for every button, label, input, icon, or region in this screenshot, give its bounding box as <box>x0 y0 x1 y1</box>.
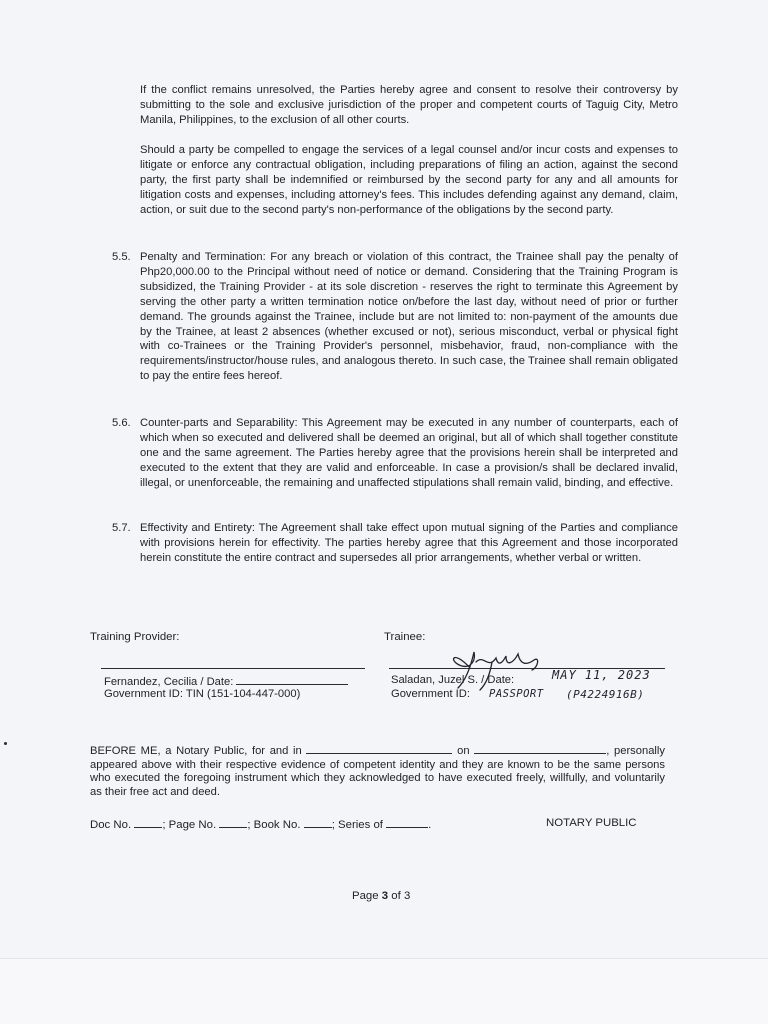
notary-date-blank <box>474 743 606 754</box>
legal-costs-paragraph: Should a party be compelled to engage the services of a legal counsel and/or incur costs and expenses to litigate or enforce any contractual obligation, including preparations of filing an action, against the second party, the first party shall be indemnified or reimbursed by the second party for any and all amounts for litigation costs and expenses, including attorney's fees. This includes defending against any demand, claim, action, or suit due to the second party's non-performance of the obligations by the second party. <box>140 144 678 216</box>
trainee-name: Saladan, Juzel S. / Date: <box>391 674 515 686</box>
clause-5-6 <box>112 416 678 491</box>
notary-public-label: NOTARY PUBLIC <box>546 817 637 829</box>
scan-speck <box>4 742 7 745</box>
handwritten-id-type: PASSPORT <box>489 688 544 700</box>
clause-number: 5.5. <box>112 251 131 263</box>
clause-5-7 <box>112 521 678 566</box>
clause-text: Effectivity and Entirety: The Agreement shall take effect upon mutual signing of the Parties and compliance with provisions herein for effectivity. The parties hereby agree that this Agreement and those incorporated herein constitute the entire contract and supersedes all prior arrangements, whether verbal or written. <box>140 522 678 564</box>
scan-bottom-edge <box>0 958 768 1024</box>
clause-number: 5.7. <box>112 522 131 534</box>
clause-text: Penalty and Termination: For any breach or violation of this contract, the Trainee shall pay the penalty of Php20,000.00 to the Principal without need of notice or demand. Considering that the Training Program is subsidized, the Training Provider - at its sole discretion - reserves the right to terminate this Agreement by serving the other party a written termination notice on/before the last day, without need of prior or further demand. The grounds against the Trainee, include but are not limited to: non-payment of the amounts due by the Trainee, at least 2 absences (whether excused or not), serious misconduct, verbal or physical fight with co-Trainees or the Training Provider's personnel, misbehavior, fraud, non-compliance with the requirements/instructor/house rules, and analogous thereto. In such case, the Trainee shall remain obligated to pay the entire fees hereof. <box>140 251 678 383</box>
notary-acknowledgment: BEFORE ME, a Notary Public, for and in on , personally appeared above with their respective evidence of competent identity and they are known to be the same persons who executed the foregoing instrument which they acknowledged to have executed freely, willfully, and voluntarily as their free act and deed. <box>90 745 665 798</box>
conflict-resolution-paragraph: If the conflict remains unresolved, the Parties hereby agree and consent to resolve their controversy by submitting to the sole and exclusive jurisdiction of the proper and competent courts of Taguig City, Metro Manila, Philippines, to the exclusion of all other courts. <box>140 84 678 126</box>
training-provider-label: Training Provider: <box>90 631 180 643</box>
trainee-government-id: Government ID: <box>391 688 470 700</box>
clause-text: Counter-parts and Separability: This Agreement may be executed in any number of counterparts, each of which when so executed and delivered shall be deemed an original, but all of which shall together constitute one and the same agreement. The Parties hereby agree that the provisions herein shall be interpreted and executed to the extent that they are valid and enforceable. In case a provision/s shall be declared invalid, illegal, or unenforceable, the remaining and unaffected stipulations shall remain valid, binding, and effective. <box>140 417 678 489</box>
notary-body: personally appeared above with their respective evidence of competent identity and they are known to be the same persons who executed the foregoing instrument which they acknowledged to have executed freely, willfully, and voluntarily as their free act and deed. <box>90 745 665 798</box>
page-number: Page 3 of 3 <box>352 890 411 902</box>
notary-location-blank <box>306 743 452 754</box>
clause-number: 5.6. <box>112 417 131 429</box>
notary-before-me: BEFORE ME, a Notary Public, for and in <box>90 745 302 757</box>
handwritten-date: MAY 11, 2023 <box>552 668 651 682</box>
notary-register-line: Doc No. ; Page No. ; Book No. ; Series of . <box>90 819 432 831</box>
provider-name: Fernandez, Cecilia / Date: <box>104 674 348 688</box>
clause-5-5 <box>112 250 678 384</box>
trainee-label: Trainee: <box>384 631 426 643</box>
provider-government-id: Government ID: TIN (151-104-447-000) <box>104 688 301 700</box>
notary-on: on <box>457 745 470 757</box>
handwritten-id-number: (P4224916B) <box>566 688 645 701</box>
provider-signature-line <box>101 668 365 669</box>
